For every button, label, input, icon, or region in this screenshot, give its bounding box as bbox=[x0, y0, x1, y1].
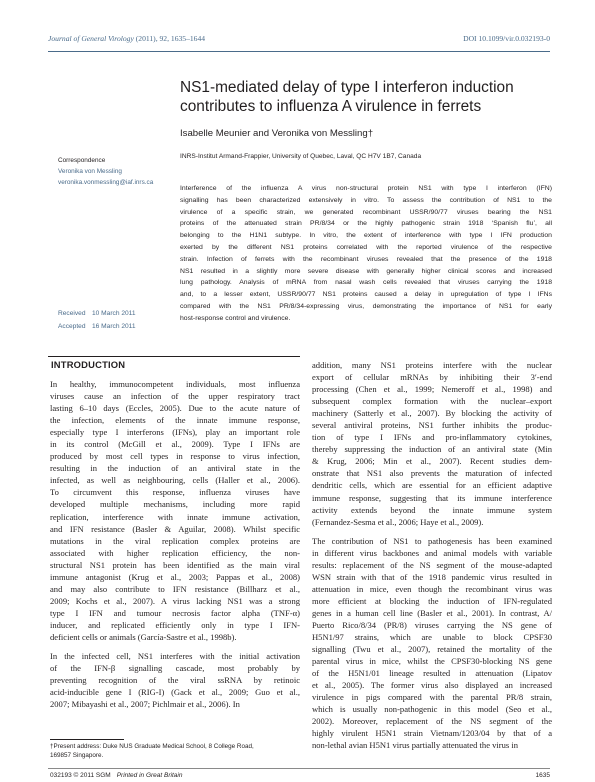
body-text-line: & Krug, 2006; Min et al., 2007). Recent studies dem- bbox=[312, 456, 552, 467]
body-text-line: parental virus in mice, whilst the CPSF30-blocking NS gene bbox=[312, 656, 552, 667]
body-text-line: genes in a human cell line (Basler et al., 2001). In contrast, A/ bbox=[312, 607, 552, 618]
body-text-line: non-lethal avian H5N1 virus partially attenuated the virus in bbox=[312, 740, 519, 751]
article-title-line-1: NS1-mediated delay of type I interferon induction bbox=[180, 79, 514, 96]
body-text-line: export of cellular mRNAs by inhibiting their 3′-end bbox=[312, 372, 552, 383]
article-title bbox=[180, 78, 550, 116]
body-column-right bbox=[312, 359, 552, 752]
body-text-line: 2002). Moreover, replacement of the NS segment of the bbox=[312, 716, 552, 727]
body-text-line: the infection, elements of the innate immune response, bbox=[50, 415, 300, 426]
body-text-line: The contribution of NS1 to pathogenesis has been examined bbox=[312, 535, 552, 546]
journal-name: Journal of General Virology bbox=[48, 34, 134, 43]
body-text-line: tion of type I IFNs and pro-inflammatory cytokines, bbox=[312, 432, 552, 443]
body-text-line: et al., 2005). The former virus also displayed an increased bbox=[312, 680, 552, 691]
body-text-line: (Fernandez-Sesma et al., 2006; Haye et al., 2009). bbox=[312, 516, 484, 527]
body-text-line: inducer, and replicated efficiently only in type I IFN- bbox=[50, 619, 300, 630]
body-text-line: In the infected cell, NS1 interferes with the initial activation bbox=[50, 651, 300, 662]
body-text-line: H5N1/97 strains, which are unable to block CPSF30 bbox=[312, 632, 552, 643]
body-text-line: virulence in pigs compared with the parental PR/8 strain, bbox=[312, 692, 552, 703]
body-text-line: mutations in the viral replication complex proteins are bbox=[50, 535, 300, 546]
footnote-divider bbox=[50, 739, 124, 740]
body-text-line: and may also contribute to IFN resistance (Billharz et al., bbox=[50, 583, 300, 594]
abstract-line: exerted by the different NS1 proteins correlated with the reported virulence of the respective bbox=[180, 243, 552, 251]
abstract-line: strain. Infection of ferrets with the recombinant viruses revealed that the presence of the 1918 bbox=[180, 255, 552, 263]
abstract-line: host-response control and virulence. bbox=[180, 314, 291, 322]
abstract-line: lung pathology. Analysis of mRNA from nasal wash cells revealed that viruses carrying the 1918 bbox=[180, 279, 552, 287]
body-text-line: thereby suppressing the induction of an antiviral state (Min bbox=[312, 444, 552, 455]
accepted-date-row bbox=[58, 320, 176, 333]
body-text-line: several antiviral proteins, NS1 further inhibits the produc- bbox=[312, 420, 552, 431]
correspondence-label: Correspondence bbox=[58, 157, 106, 164]
body-text-line: addition, many NS1 proteins interfere with the nuclear bbox=[312, 360, 552, 370]
body-text-line: associated with higher replication efficiency, the non- bbox=[50, 547, 300, 558]
abstract-line: Interference of the influenza A virus non-structural protein NS1 with type I interferon (IFN) bbox=[180, 185, 552, 192]
article-title-line-2: contributes to influenza A virulence in ferrets bbox=[180, 98, 482, 115]
received-date: 10 March 2011 bbox=[92, 310, 136, 317]
body-text-line: produced by most cell types in response to virus infection, bbox=[50, 451, 300, 462]
accepted-date: 16 March 2011 bbox=[92, 323, 136, 330]
body-text-line: of the H5N1/01 lineage resulted in attenuation (Lipatov bbox=[312, 668, 552, 679]
body-text-line: resulting in the induction of an antiviral state in the bbox=[50, 463, 300, 474]
body-text-line: attenuation in mice, even though the recombinant virus was bbox=[312, 583, 552, 594]
body-text-line: To circumvent this response, influenza viruses have bbox=[50, 487, 300, 498]
body-text-line: machinery (Satterly et al., 2007). By blocking the activity of bbox=[312, 408, 552, 419]
footer-copyright bbox=[50, 772, 182, 779]
section-heading-introduction: INTRODUCTION bbox=[51, 359, 126, 370]
received-label: Received bbox=[58, 310, 86, 317]
body-text-line: type I IFN and tumour necrosis factor alpha (TNF-α) bbox=[50, 607, 300, 618]
abstract bbox=[180, 183, 552, 325]
body-text-line: immune antagonist (Krug et al., 2003; Pappas et al., 2008) bbox=[50, 571, 300, 582]
body-text-line: developed multiple mechanisms, including more rapid bbox=[50, 499, 300, 510]
body-text-line: deficient cells or animals (García-Sastre et al., 1998b). bbox=[50, 631, 237, 642]
journal-citation bbox=[48, 34, 205, 43]
body-text-line: infected, as well as neighbouring, cells (Haller et al., 2006). bbox=[50, 475, 300, 486]
section-heading-rule bbox=[48, 356, 300, 357]
abstract-line: compared with the NS1 PR/8/34-expressing virus, demonstrating the importance of NS1 for early bbox=[180, 302, 552, 310]
citation-volume-pages: (2011), 92, 1635–1644 bbox=[133, 34, 206, 43]
footnote-line-1: †Present address: Duke NUS Graduate Medical School, 8 College Road, bbox=[50, 743, 254, 750]
abstract-line: belonging to the H1N1 subtype. In vitro, the extent of interference with type I IFN production bbox=[180, 232, 552, 240]
body-text-line: more efficient at blocking the induction of IFN-regulated bbox=[312, 595, 552, 606]
body-column-left bbox=[50, 378, 300, 710]
header-divider bbox=[48, 51, 550, 52]
page-number: 1635 bbox=[535, 772, 550, 779]
body-text-line: and IFN resistance (Basler & Aguilar, 2008). Whilst specific bbox=[50, 523, 300, 534]
abstract-line: proteins of the attenuated strain PR/8/34 or the highly pathogenic strain 1918 ‘Spanish flu’, all bbox=[180, 220, 552, 228]
correspondence-email[interactable]: veronika.vonmessling@iaf.inrs.ca bbox=[58, 179, 154, 186]
body-text-line: which is usually non-pathogenic in this model (Seo et al., bbox=[312, 704, 552, 715]
doi-label[interactable]: DOI 10.1099/vir.0.032193-0 bbox=[463, 34, 550, 43]
submission-dates bbox=[58, 307, 176, 333]
accepted-label: Accepted bbox=[58, 323, 86, 330]
body-text-line: 2009; Kochs et al., 2007). A virus lacking NS1 was a strong bbox=[50, 595, 300, 606]
footnote bbox=[50, 742, 302, 760]
body-text-line: 2007; Mibayashi et al., 2007; Pichlmair et al., 2006). In bbox=[50, 699, 240, 710]
paragraph-gap bbox=[312, 528, 552, 535]
correspondence-name: Veronika von Messling bbox=[58, 168, 122, 175]
body-text-line: replication, interference with innate immune activation, bbox=[50, 511, 300, 522]
body-text-line: Puerto Rico/8/34 (PR/8) viruses carrying the NS gene of bbox=[312, 619, 552, 630]
abstract-line: and, to a lesser extent, USSR/90/77 NS1 proteins caused a delay in upregulation of type I IFNs bbox=[180, 291, 552, 299]
footer-copyright-text: 032193 © 2011 SGM bbox=[50, 772, 111, 779]
body-text-line: of the IFN-β signalling cascade, most probably by bbox=[50, 663, 300, 674]
author-list: Isabelle Meunier and Veronika von Messling† bbox=[180, 128, 374, 139]
body-text-line: In healthy, immunocompetent individuals, most influenza bbox=[50, 379, 300, 389]
body-text-line: onstrate that NS1 also prevents the maturation of infected bbox=[312, 468, 552, 479]
body-text-line: results: replacement of the NS segment of the mouse-adapted bbox=[312, 559, 552, 570]
body-text-line: acid-inducible gene I (RIG-I) (Gack et al., 2009; Guo et al., bbox=[50, 687, 300, 698]
body-text-line: especially type I interferons (IFNs), play an important role bbox=[50, 427, 300, 438]
body-text-line: in its control (McGill et al., 2009). Type I IFNs are bbox=[50, 439, 300, 450]
body-text-line: processing (Chen et al., 1999; Nemeroff et al., 1998) and bbox=[312, 384, 552, 395]
paragraph-gap bbox=[50, 643, 300, 650]
body-text-line: viruses cause an infection of the upper respiratory tract bbox=[50, 391, 300, 402]
body-text-line: immune response, suggesting that its immune interference bbox=[312, 492, 552, 503]
abstract-line: signalling has been characterized extensively in vitro. To assess the contribution of NS1 to the bbox=[180, 196, 552, 204]
footer-divider bbox=[48, 768, 550, 769]
body-text-line: preventing recognition of the viral ssRNA by retinoic bbox=[50, 675, 300, 686]
abstract-line: virulence of a specific strain, we generated recombinant USSR/90/77 viruses bearing the NS1 bbox=[180, 208, 552, 216]
body-text-line: activity extends beyond the innate immune system bbox=[312, 504, 552, 515]
correspondence-block bbox=[58, 155, 176, 188]
body-text-line: subsequent complex formation with the nuclear–export bbox=[312, 396, 552, 407]
abstract-line: NS1 resulted in a slightly more severe disease with generally higher clinical scores and increased bbox=[180, 267, 552, 275]
body-text-line: WSN strain with that of the 1918 pandemic virus resulted in bbox=[312, 571, 552, 582]
affiliation: INRS-Institut Armand-Frappier, University of Quebec, Laval, QC H7V 1B7, Canada bbox=[180, 153, 422, 160]
running-header bbox=[48, 34, 550, 46]
body-text-line: highly virulent H5N1 strain Vietnam/1203/04 by that of a bbox=[312, 728, 552, 739]
body-text-line: dendritic cells, which are essential for an efficient adaptive bbox=[312, 480, 552, 491]
footnote-line-2: 169857 Singapore. bbox=[50, 752, 104, 759]
body-text-line: in different virus backbones and animal models with variable bbox=[312, 547, 552, 558]
received-date-row bbox=[58, 307, 176, 320]
body-text-line: lasting 6–10 days (Eccles, 2005). Due to the acute nature of bbox=[50, 403, 300, 414]
footer-printed-in: Printed in Great Britain bbox=[116, 772, 183, 779]
body-text-line: signalling (Twu et al., 2007), retained the mortality of the bbox=[312, 644, 552, 655]
body-text-line: structural NS1 protein has been identified as the main viral bbox=[50, 559, 300, 570]
